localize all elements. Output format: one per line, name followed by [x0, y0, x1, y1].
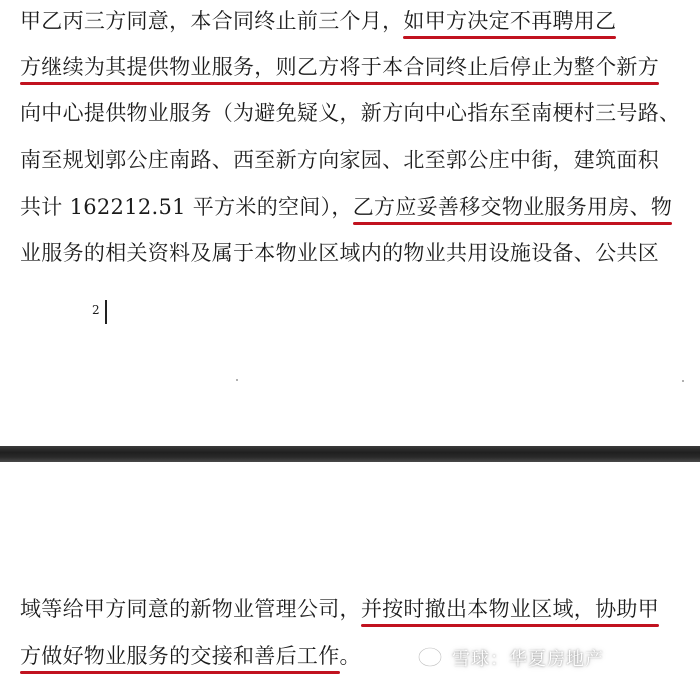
underlined-text: 方做好物业服务的交接和善后工作 [20, 644, 340, 668]
text-span: 南至规划郭公庄南路、西至新方向家园、北至郭公庄中街，建筑面积 [20, 148, 659, 172]
underlined-text: 并按时撤出本物业区域，协助甲 [360, 597, 660, 621]
watermark-text: 雪球：华夏房地产 [452, 649, 604, 670]
text-span: 共计 162212.51 平方米的空间）， [20, 195, 353, 219]
text-line [20, 6, 690, 36]
page-number: 2 [92, 303, 100, 317]
text-cursor [105, 300, 107, 324]
text-span: 向中心提供物业服务（为避免疑义，新方向中心指东至南梗村三号路、 [20, 101, 681, 125]
scan-speck [682, 380, 684, 382]
text-line [20, 192, 690, 222]
text-line [20, 594, 690, 624]
text-line [20, 52, 690, 82]
scan-speck [236, 379, 238, 381]
text-line [20, 238, 690, 268]
text-line [20, 145, 690, 175]
underlined-text: 乙方应妥善移交物业服务用房、物 [352, 195, 673, 219]
text-span: 。 [339, 644, 361, 668]
underlined-text: 方继续为其提供物业服务，则乙方将于本合同终止后停止为整个新方 [20, 55, 659, 79]
text-span: 甲乙丙三方同意，本合同终止前三个月， [20, 9, 404, 33]
text-span: 域等给甲方同意的新物业管理公司， [20, 597, 361, 621]
snowball-logo-icon [416, 643, 444, 669]
text-span: 业服务的相关资料及属于本物业区域内的物业共用设施设备、公共区 [20, 241, 659, 265]
text-line [20, 98, 690, 128]
page-divider [0, 446, 700, 462]
underlined-text: 如甲方决定不再聘用乙 [403, 9, 617, 33]
